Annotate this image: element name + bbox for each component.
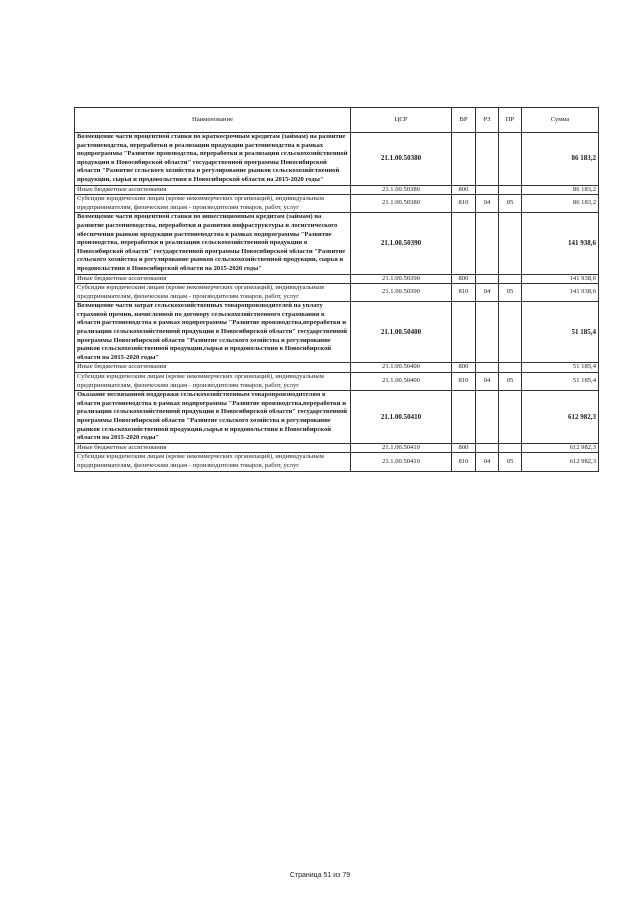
- cell-pr: [499, 363, 522, 373]
- cell-pr: [499, 391, 522, 444]
- cell-pr: [499, 133, 522, 186]
- cell-rz: [476, 391, 499, 444]
- cell-sum: 86 183,2: [522, 133, 599, 186]
- header-row: [75, 108, 599, 133]
- cell-name: Возмещение части процентной ставки по инвестиционным кредитам (займам) на развитие растениеводства, переработки и развития инфраструктуры и логистического обеспечения рынков продукции растениеводства в рамках подпрограммы "Развитие производства, переработки и реализации сельскохозяйственной продукции в Новосибирской области" государственной программы Новосибирской области "Развитие сельского хозяйства и регулирование рынков сельскохозяйственной продукции, сырья и продовольствия в Новосибирской области на 2015-2020 годы": [75, 213, 351, 274]
- cell-pr: 05: [499, 373, 522, 391]
- cell-name: Иные бюджетные ассигнования: [75, 363, 351, 373]
- table-row-detail: [75, 274, 599, 284]
- cell-rz: 04: [476, 373, 499, 391]
- cell-pr: [499, 185, 522, 195]
- cell-vr: [452, 213, 476, 274]
- cell-vr: [452, 391, 476, 444]
- cell-rz: [476, 274, 499, 284]
- cell-vr: [452, 133, 476, 186]
- cell-csr: 21.1.00.50390: [351, 213, 452, 274]
- cell-rz: [476, 443, 499, 453]
- cell-name: Субсидии юридическим лицам (кроме некоммерческих организаций), индивидуальным предпринимателям, физическим лицам - производителям товаров, работ, услуг: [75, 373, 351, 391]
- table-row-program: [75, 391, 599, 444]
- cell-name: Иные бюджетные ассигнования: [75, 443, 351, 453]
- table-body: [75, 133, 599, 472]
- cell-rz: [476, 302, 499, 363]
- cell-rz: 04: [476, 195, 499, 213]
- cell-name: Иные бюджетные ассигнования: [75, 274, 351, 284]
- cell-sum: 51 185,4: [522, 363, 599, 373]
- cell-sum: 612 982,3: [522, 453, 599, 471]
- cell-rz: 04: [476, 453, 499, 471]
- cell-rz: [476, 213, 499, 274]
- table-row-program: [75, 302, 599, 363]
- cell-csr: 21.1.00.50380: [351, 195, 452, 213]
- cell-vr: [452, 302, 476, 363]
- cell-pr: 05: [499, 453, 522, 471]
- cell-csr: 21.1.00.50410: [351, 391, 452, 444]
- cell-vr: 810: [452, 453, 476, 471]
- budget-table: [74, 107, 599, 472]
- cell-pr: [499, 213, 522, 274]
- cell-sum: 141 938,6: [522, 274, 599, 284]
- table-row-detail: [75, 363, 599, 373]
- cell-vr: 800: [452, 274, 476, 284]
- table-row-program: [75, 213, 599, 274]
- header-vr: ВР: [452, 108, 476, 133]
- cell-sum: 51 185,4: [522, 302, 599, 363]
- header-csr: ЦСР: [351, 108, 452, 133]
- table-row-detail: [75, 453, 599, 471]
- header-pr: ПР: [499, 108, 522, 133]
- cell-name: Субсидии юридическим лицам (кроме некоммерческих организаций), индивидуальным предпринимателям, физическим лицам - производителям товаров, работ, услуг: [75, 453, 351, 471]
- cell-pr: [499, 274, 522, 284]
- cell-vr: 800: [452, 443, 476, 453]
- table-row-program: [75, 133, 599, 186]
- cell-pr: 05: [499, 195, 522, 213]
- cell-sum: 141 938,6: [522, 213, 599, 274]
- cell-vr: 810: [452, 195, 476, 213]
- table-row-detail: [75, 185, 599, 195]
- cell-vr: 800: [452, 363, 476, 373]
- cell-csr: 21.1.00.50400: [351, 302, 452, 363]
- cell-pr: 05: [499, 284, 522, 302]
- cell-pr: [499, 302, 522, 363]
- table-row-detail: [75, 284, 599, 302]
- table-row-detail: [75, 195, 599, 213]
- cell-sum: 51 185,4: [522, 373, 599, 391]
- cell-rz: [476, 185, 499, 195]
- header-rz: РЗ: [476, 108, 499, 133]
- cell-name: Субсидии юридическим лицам (кроме некоммерческих организаций), индивидуальным предпринимателям, физическим лицам - производителям товаров, работ, услуг: [75, 195, 351, 213]
- cell-csr: 21.1.00.50380: [351, 185, 452, 195]
- cell-rz: [476, 363, 499, 373]
- cell-csr: 21.1.00.50380: [351, 133, 452, 186]
- cell-vr: 800: [452, 185, 476, 195]
- cell-sum: 86 183,2: [522, 185, 599, 195]
- header-name: Наименование: [75, 108, 351, 133]
- cell-name: Иные бюджетные ассигнования: [75, 185, 351, 195]
- cell-vr: 810: [452, 284, 476, 302]
- cell-sum: 141 938,6: [522, 284, 599, 302]
- cell-name: Оказание несвязанной поддержки сельскохозяйственным товаропроизводителям в области растениеводства в рамках подпрограммы "Развитие производства,переработки и реализации сельскохозяйственной продукции в Новосибирской области" государственной программы Новосибирской области "Развитие сельского хозяйства и регулирование рынков сельскохозяйственной продукции,сырья и продовольствия в Новосибирской области на 2015-2020 годы": [75, 391, 351, 444]
- cell-name: Возмещение части процентной ставки по краткосрочным кредитам (займам) на развитие растениеводства, переработки и реализации продукции растениеводства в рамках подпрограммы "Развитие производства, переработки и реализации сельскохозяйственной продукции в Новосибирской области" государственной программы Новосибирской области "Развитие сельского хозяйства и регулирование рынков сельскохозяйственной продукции, сырья и продовольствия в Новосибирской области на 2015-2020 годы": [75, 133, 351, 186]
- cell-pr: [499, 443, 522, 453]
- cell-csr: 21.1.00.50390: [351, 284, 452, 302]
- cell-name: Субсидии юридическим лицам (кроме некоммерческих организаций), индивидуальным предпринимателям, физическим лицам - производителям товаров, работ, услуг: [75, 284, 351, 302]
- cell-csr: 21.1.00.50390: [351, 274, 452, 284]
- cell-rz: [476, 133, 499, 186]
- page-footer: Страница 51 из 79: [289, 872, 351, 879]
- header-sum: Сумма: [522, 108, 599, 133]
- cell-sum: 86 183,2: [522, 195, 599, 213]
- cell-csr: 21.1.00.50400: [351, 363, 452, 373]
- cell-sum: 612 982,3: [522, 391, 599, 444]
- cell-vr: 810: [452, 373, 476, 391]
- table-row-detail: [75, 373, 599, 391]
- cell-csr: 21.1.00.50400: [351, 373, 452, 391]
- cell-sum: 612 982,3: [522, 443, 599, 453]
- cell-name: Возмещение части затрат сельскохозяйственных товаропроизводителей на уплату страховой премии, начисленной по договору сельскохозяйственного страхования в области растениеводства в рамках подпрограммы "Развитие производства,переработки и реализации сельскохозяйственной продукции в Новосибирской области" государственной программы Новосибирской области "Развитие сельского хозяйства и регулирование рынков сельскохозяйственной продукции,сырья и продовольствия в Новосибирской области на 2015-2020 годы": [75, 302, 351, 363]
- cell-csr: 21.1.00.50410: [351, 453, 452, 471]
- cell-rz: 04: [476, 284, 499, 302]
- cell-csr: 21.1.00.50410: [351, 443, 452, 453]
- table-row-detail: [75, 443, 599, 453]
